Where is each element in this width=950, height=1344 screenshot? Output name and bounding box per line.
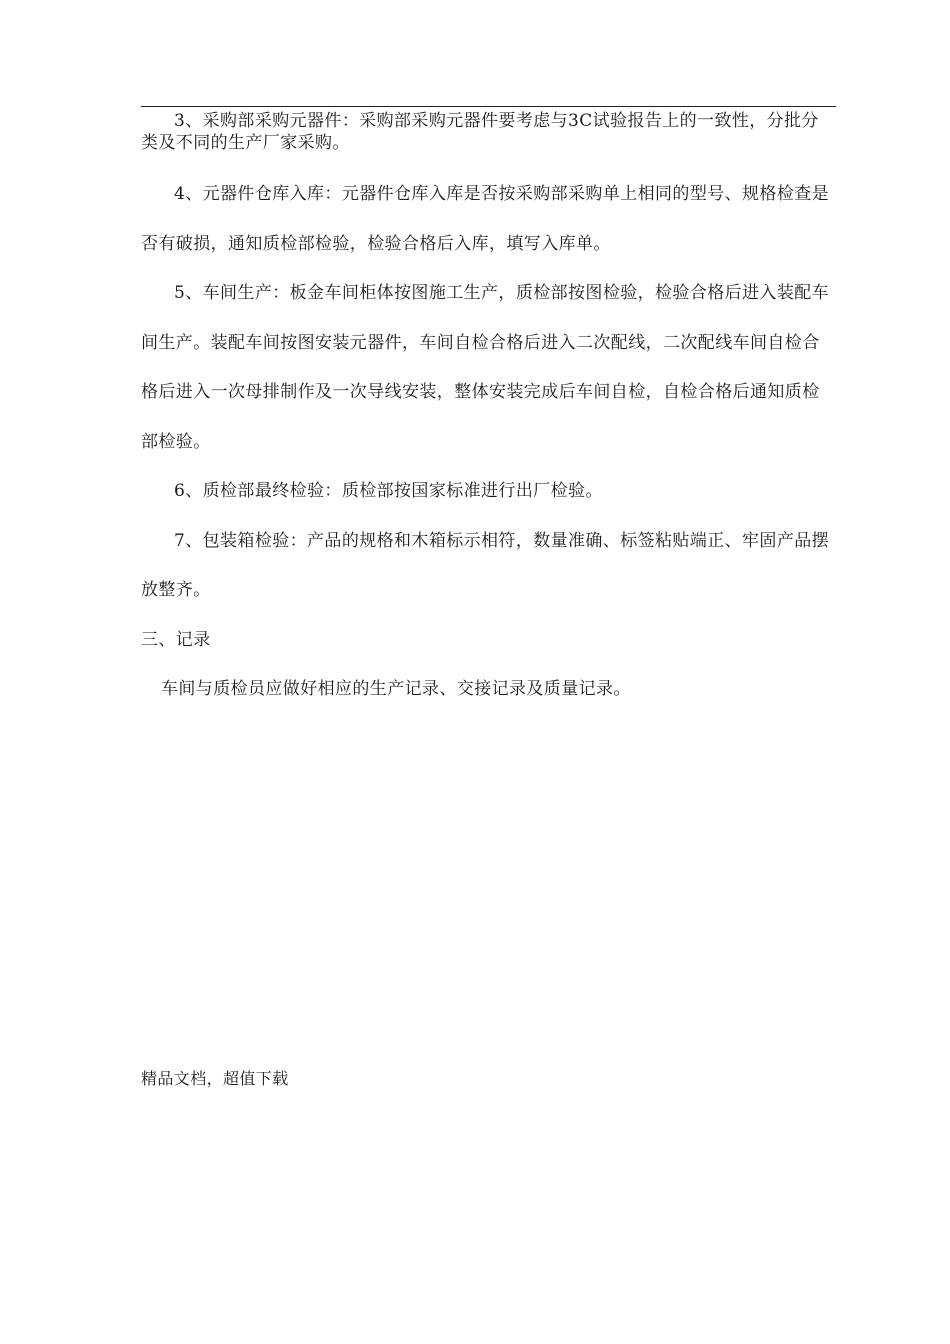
paragraph-6-final-inspection: 6、质检部最终检验：质检部按国家标准进行出厂检验。: [174, 481, 603, 501]
section-heading-records: 三、记录: [141, 629, 211, 650]
paragraph-4-warehouse-intake: 4、元器件仓库入库：元器件仓库入库是否按采购部采购单上相同的型号、规格检查是否有破损，通知质检部检验，检验合格后入库，填写入库单。: [141, 184, 830, 254]
paragraph-3-procurement: 3、采购部采购元器件：采购部采购元器件要考虑与3C试验报告上的一致性，分批分类及不同的生产厂家采购。: [141, 111, 819, 153]
section-text-records: 车间与质检员应做好相应的生产记录、交接记录及质量记录。: [161, 679, 631, 699]
footer-text: 精品文档，超值下载: [141, 1069, 289, 1088]
paragraph-5-workshop-production: 5、车间生产：板金车间柜体按图施工生产，质检部按图检验，检验合格后进入装配车间生产。装配车间按图安装元器件，车间自检合格后进入二次配线，二次配线车间自检合格后进入一次母排制作及一次导线安装，整体安装完成后车间自检，自检合格后通知质检部检验。: [141, 283, 830, 452]
top-rule: [141, 106, 836, 107]
paragraph-7-packaging-inspection: 7、包装箱检验：产品的规格和木箱标示相符，数量准确、标签粘贴端正、牢固产品摆放整齐。: [141, 530, 830, 600]
document-body: [141, 110, 836, 715]
